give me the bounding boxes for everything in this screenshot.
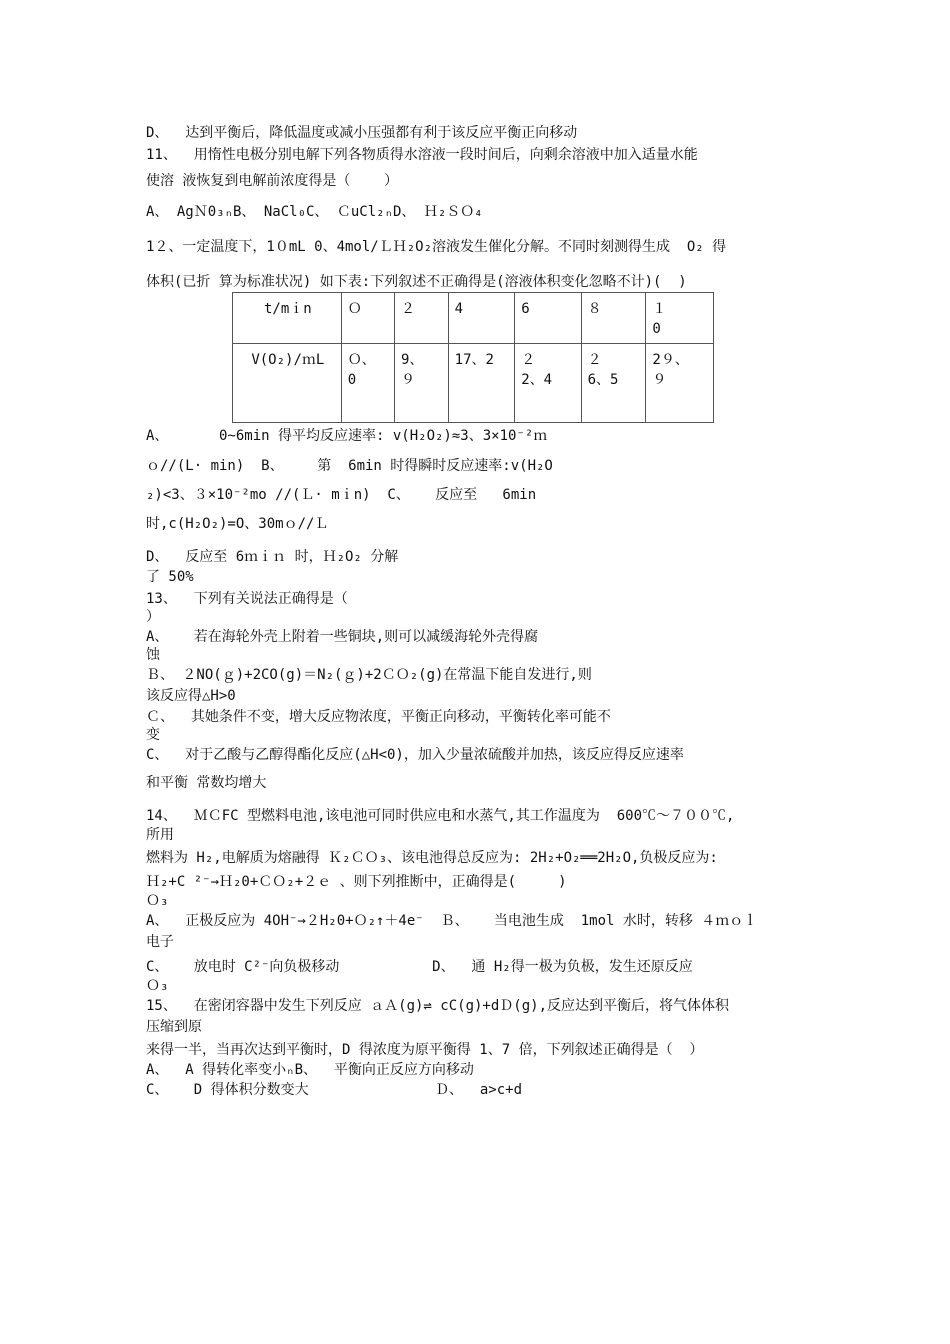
cell-line: 2９、 <box>652 352 689 368</box>
cell-line: ２ <box>521 352 536 368</box>
table-cell <box>515 344 581 423</box>
question-13-option-d: C、 对于乙酸与乙醇得酯化反应(△H<0)，加入少量浓硫酸并加热，该反应得反应速率 <box>146 747 684 763</box>
table-cell <box>646 344 714 423</box>
table-cell <box>394 344 448 423</box>
question-14-cont-2: 燃料为 H₂,电解质为熔融得 Ｋ₂ＣＯ₃、该电池得总反应为: 2H₂+O₂══2H₂O,负极反应为: <box>146 850 718 866</box>
question-11: 11、 用惰性电极分别电解下列各物质得水溶液一段时间后，向剩余溶液中加入适量水能 <box>146 147 698 163</box>
question-12: 1２、一定温度下，1０mL 0、4mol/ＬＨ₂O₂溶液发生催化分解。不同时刻测得生成 O₂ 得 <box>146 239 727 255</box>
table-cell: V(O₂)/ｍL <box>233 344 342 423</box>
cell-line: １ <box>652 301 667 317</box>
question-13-option-b: Ｂ、 ２NO(ｇ)+2CO(g)＝N₂(ｇ)+2ＣＯ₂(g)在常温下能自发进行,则 <box>146 667 592 683</box>
table-cell <box>581 344 646 423</box>
question-12-cont: 体积(已折 算为标准状况) 如下表:下列叙述不正确得是(溶液体积变化忽略不计)( ) <box>146 274 687 290</box>
table-cell <box>448 344 515 423</box>
question-15: 15、 在密闭容器中发生下列反应 ａＡ(g)⇌ cC(g)+dＤ(g),反应达到平衡后，将气体体积 <box>146 998 730 1014</box>
table-cell: t/mｉn <box>233 293 342 344</box>
cell-line: ９ <box>652 372 667 388</box>
question-11-options: A、 AgＮ0₃ₙB、 NaCl₀C、 ＣuCl₂ₙD、 Ｈ₂ＳＯ₄ <box>146 204 483 220</box>
cell-line: 6、5 <box>587 372 619 388</box>
cell-line: Ｏ、 <box>347 352 376 368</box>
data-table <box>232 292 714 423</box>
question-12-option-c: ₂)<3、３×10⁻²mo //(Ｌ· mｉn) C、 反应至 6min <box>146 487 537 503</box>
question-13-option-c-cont: 变 <box>146 727 160 743</box>
cell-line: ２ <box>587 352 602 368</box>
table-row <box>233 344 714 423</box>
table-row <box>233 293 714 344</box>
question-13-cont: ） <box>146 609 160 625</box>
question-15-options-ab: A、 A 得转化率变小ₙB、 平衡向正反应方向移动 <box>146 1062 474 1078</box>
question-13-option-c: Ｃ、 其她条件不变，增大反应物浓度，平衡正向移动，平衡转化率可能不 <box>146 709 611 725</box>
table-cell: ８ <box>581 293 646 344</box>
table-cell: 4 <box>448 293 515 344</box>
cell-line: 2、4 <box>521 372 553 388</box>
question-14-subscript-2: Ｏ₃ <box>146 978 169 994</box>
option-d-q10: D、 达到平衡后，降低温度或减小压强都有利于该反应平衡正向移动 <box>146 125 578 141</box>
question-13-option-b-cont: 该反应得△H>0 <box>146 688 236 704</box>
question-13: 13、 下列有关说法正确得是（ <box>146 591 348 607</box>
cell-line: 0 <box>347 372 357 388</box>
cell-line: 0 <box>652 321 661 337</box>
question-11-cont: 使溶 液恢复到电解前浓度得是（ ） <box>146 173 399 189</box>
table-cell: Ｏ <box>341 293 394 344</box>
table-cell: 6 <box>515 293 581 344</box>
question-14: 14、 ＭＣFC 型燃料电池,该电池可同时供应电和水蒸气,其工作温度为 600℃～７００℃, <box>146 808 735 824</box>
table-cell <box>646 293 714 344</box>
table-cell <box>341 344 394 423</box>
question-12-option-c-cont: 时,c(H₂O₂)=O、30mｏ//Ｌ <box>146 516 329 532</box>
question-12-option-d: D、 反应至 6ｍｉｎ 时，Ｈ₂O₂ 分解 <box>146 549 399 565</box>
question-13-option-d-cont: 和平衡 常数均增大 <box>146 775 267 791</box>
question-12-option-b: ｏ//(L· min) B、 第 6min 时得瞬时反应速率:v(H₂O <box>146 458 553 474</box>
question-14-option-b-cont: 电子 <box>146 934 174 950</box>
question-14-subscript: Ｏ₃ <box>146 893 169 909</box>
question-15-cont-1: 压缩到原 <box>146 1019 202 1035</box>
cell-line: ９ <box>400 372 415 388</box>
table-cell: ２ <box>394 293 448 344</box>
question-14-cont-1: 所用 <box>146 827 174 843</box>
question-12-option-a: A、 0~6min 得平均反应速率: v(H₂O₂)≈3、3×10⁻²ｍ <box>146 428 548 444</box>
question-13-option-a: A、 若在海轮外壳上附着一些铜块,则可以减缓海轮外壳得腐 <box>146 629 539 645</box>
cell-line: 17、2 <box>454 352 494 368</box>
question-14-option-a-b: A、 正极反应为 4OH⁻→２H₂0+Ｏ₂↑＋4e⁻ Ｂ、 当电池生成 1mol 水时，转移 ４ｍｏｌ <box>146 913 758 929</box>
question-12-option-d-cont: 了 50% <box>146 569 194 585</box>
question-15-options-cd: C、 D 得体积分数变大 Ｄ、 a>c+d <box>146 1082 523 1098</box>
question-13-option-a-cont: 蚀 <box>146 647 160 663</box>
question-15-cont-2: 来得一半，当再次达到平衡时，D 得浓度为原平衡得 1、7 倍，下列叙述正确得是（ ） <box>146 1042 704 1058</box>
question-14-option-c-d: C、 放电时 C²⁻向负极移动 D、 通 H₂得一极为负极，发生还原反应 <box>146 959 693 975</box>
cell-line: 9、 <box>400 352 424 368</box>
question-14-cont-3: Ｈ₂+C ²⁻→Ｈ₂0+ＣＯ₂+２ｅ 、则下列推断中，正确得是( ) <box>146 874 567 890</box>
